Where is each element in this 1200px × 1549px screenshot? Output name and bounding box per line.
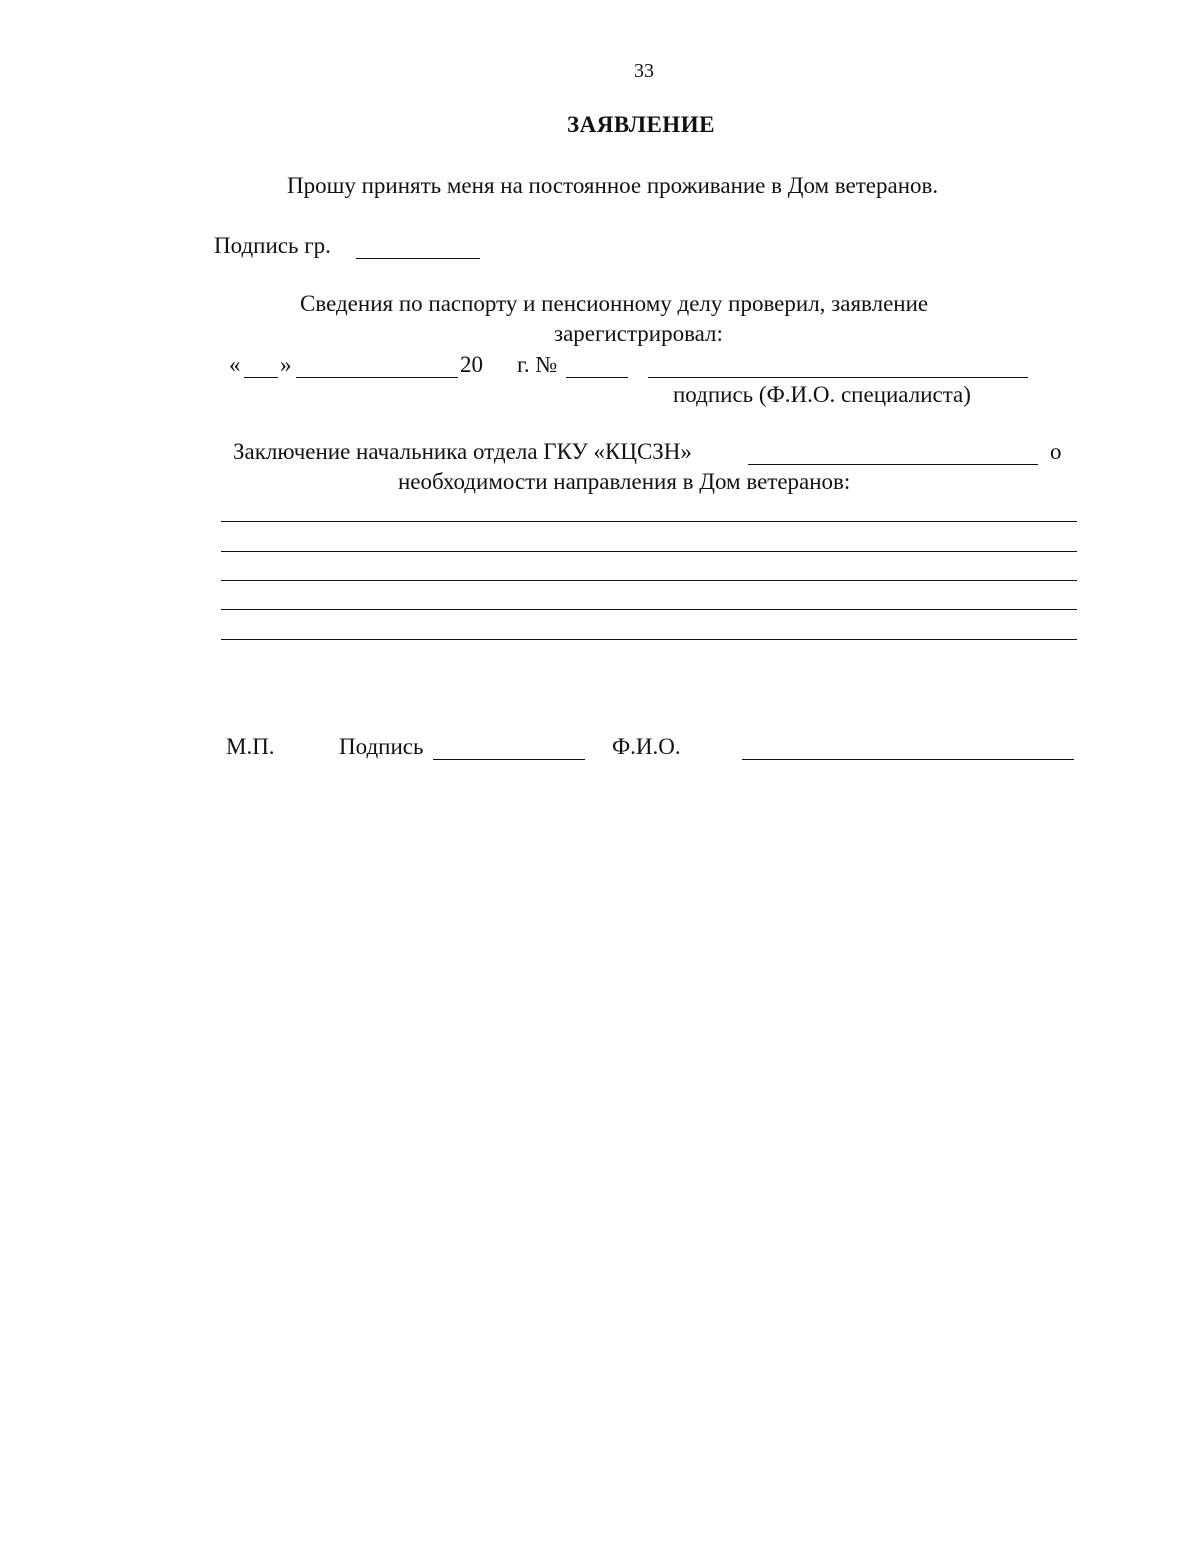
conclusion-field-line[interactable] [221,521,1077,522]
date-close-quote: » [280,352,292,377]
document-title: ЗАЯВЛЕНИЕ [567,112,715,137]
conclusion-department-field[interactable] [748,464,1038,465]
registration-number-label: г. № [517,352,558,377]
conclusion-field-line[interactable] [221,580,1077,581]
request-text: Прошу принять меня на постоянное проживание в Дом ветеранов. [287,173,939,198]
conclusion-text-line2: необходимости направления в Дом ветеранов: [398,469,851,494]
verification-text-line1: Сведения по паспорту и пенсионному делу проверил, заявление [300,291,929,316]
citizen-signature-label: Подпись гр. [214,233,331,258]
citizen-signature-field[interactable] [356,258,480,259]
head-signature-field[interactable] [433,759,585,760]
conclusion-field-line[interactable] [221,609,1077,610]
page-number: 33 [634,60,654,82]
specialist-signature-caption: подпись (Ф.И.О. специалиста) [673,382,971,407]
date-day-field[interactable] [244,377,278,378]
head-signature-label: Подпись [339,734,424,759]
conclusion-text-line1-end: о [1050,439,1062,464]
conclusion-field-line[interactable] [221,551,1077,552]
stamp-label: М.П. [226,734,275,759]
specialist-signature-field[interactable] [648,377,1028,378]
conclusion-field-line[interactable] [221,639,1077,640]
head-name-field[interactable] [742,759,1074,760]
registration-number-field[interactable] [566,377,628,378]
date-month-field[interactable] [296,377,458,378]
conclusion-text-line1: Заключение начальника отдела ГКУ «КЦСЗН» [233,439,692,464]
date-year-prefix: 20 [460,352,483,377]
date-open-quote: « [229,352,241,377]
verification-text-line2: зарегистрировал: [554,321,723,346]
head-name-label: Ф.И.О. [612,734,681,759]
